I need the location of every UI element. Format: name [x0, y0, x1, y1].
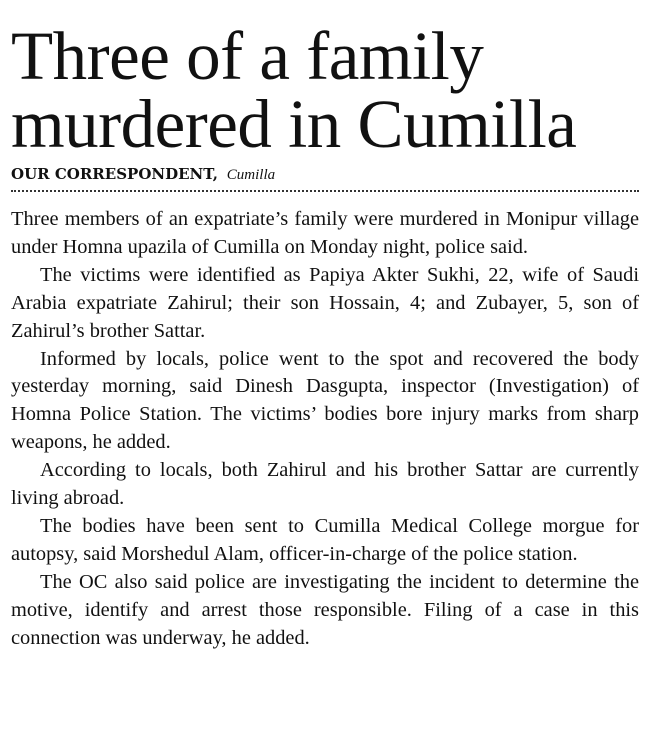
- headline-line-2: murdered in Cumilla: [11, 86, 577, 162]
- byline-place: Cumilla: [226, 167, 276, 183]
- dotted-divider: [11, 190, 639, 192]
- article-body: [11, 206, 639, 653]
- paragraph-6: The OC also said police are investigating the incident to determine the motive, identify and arrest those responsible. Filing of a case in this connection was underway, he added.: [11, 570, 639, 649]
- paragraph-3: Informed by locals, police went to the spot and recovered the body yesterday morning, said Dinesh Dasgupta, inspector (Investigation) of Homna Police Station. The victims’ bodies bore injury marks from sharp weapons, he added.: [11, 347, 639, 454]
- byline-author: OUR CORRESPONDENT,: [11, 165, 218, 183]
- headline: [11, 0, 639, 162]
- paragraph-2: The victims were identified as Papiya Akter Sukhi, 22, wife of Saudi Arabia expatriate Zahirul; their son Hossain, 4; and Zubayer, 5, son of Zahirul’s brother Sattar.: [11, 263, 639, 342]
- headline-line-1: Three of a family: [11, 18, 484, 94]
- paragraph-5: The bodies have been sent to Cumilla Medical College morgue for autopsy, said Morshedul Alam, officer-in-charge of the police station.: [11, 514, 639, 565]
- byline: [11, 164, 639, 188]
- news-article: [11, 0, 639, 653]
- paragraph-1: Three members of an expatriate’s family were murdered in Monipur village under Homna upazila of Cumilla on Monday night, police said.: [11, 208, 639, 258]
- paragraph-4: According to locals, both Zahirul and his brother Sattar are currently living abroad.: [11, 459, 639, 510]
